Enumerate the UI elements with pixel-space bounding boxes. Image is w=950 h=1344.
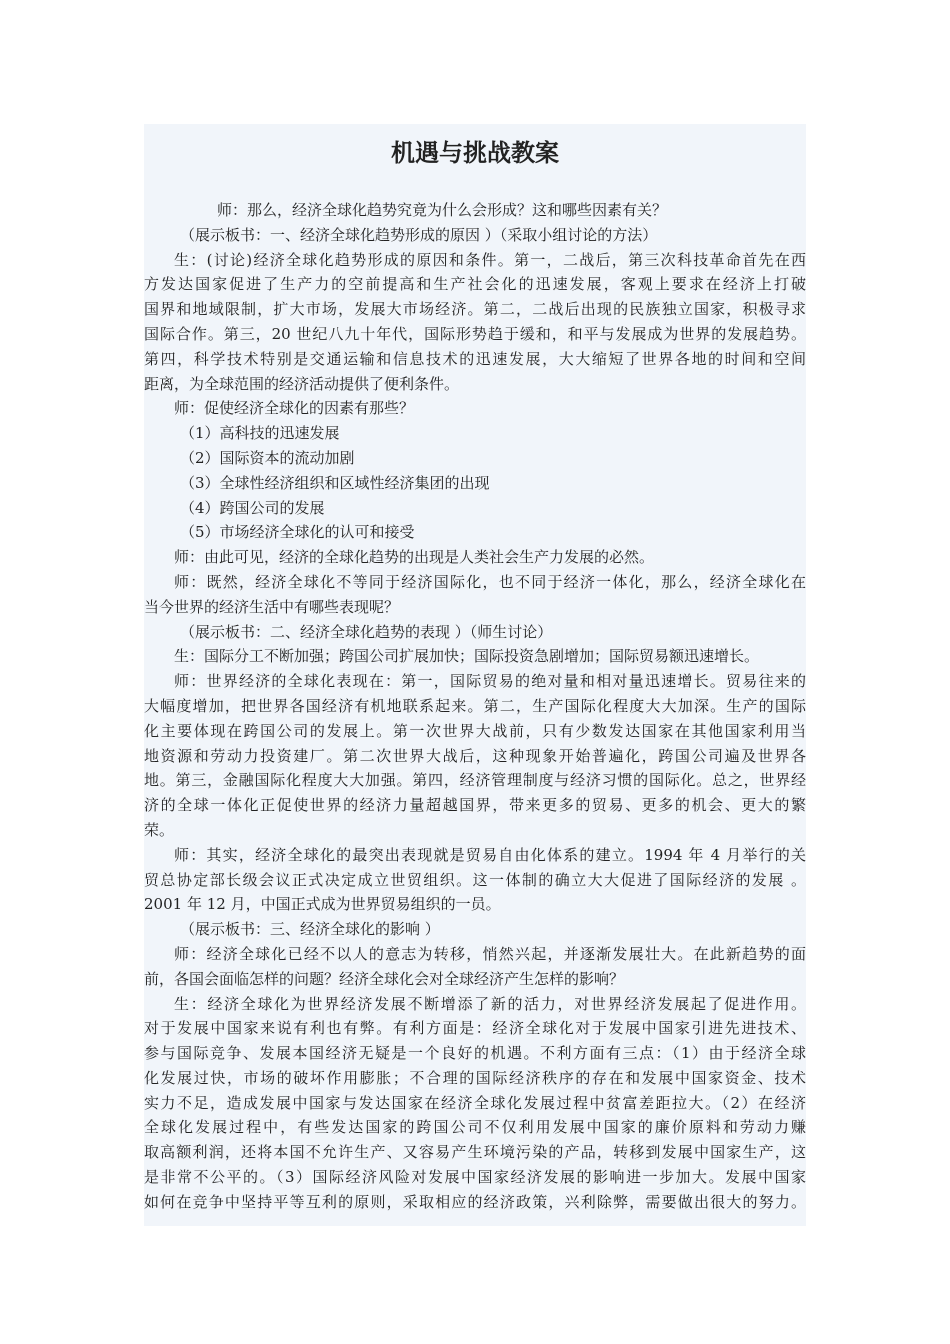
text-line: 师：经济全球化已经不以人的意志为转移，悄然兴起，并逐渐发展壮大。在此新趋势的面 bbox=[174, 944, 806, 963]
text-line: 方发达国家促进了生产力的空前提高和生产社会化的迅速发展，客观上要求在经济上打破 bbox=[144, 275, 806, 294]
text-line: 第四，科学技术特别是交通运输和信息技术的迅速发展，大大缩短了世界各地的时间和空间 bbox=[144, 349, 806, 368]
text-line: 如何在竞争中坚持平等互利的原则，采取相应的经济政策，兴利除弊，需要做出很大的努力。 bbox=[144, 1192, 806, 1211]
text-line: 实力不足，造成发展中国家与发达国家在经济全球化发展过程中贫富差距拉大。（2）在经济 bbox=[144, 1093, 806, 1112]
text-line: （展示板书：三、经济全球化的影响 ） bbox=[180, 920, 440, 939]
text-line: 师：那么，经济全球化趋势究竟为什么会形成？这和哪些因素有关？ bbox=[217, 201, 668, 219]
text-line: 2001 年 12 月，中国正式成为世界贸易组织的一员。 bbox=[144, 895, 501, 914]
text-line: 前，各国会面临怎样的问题？经济全球化会对全球经济产生怎样的影响？ bbox=[144, 969, 625, 988]
text-line: （2）国际资本的流动加剧 bbox=[180, 448, 355, 467]
text-line: （5）市场经济全球化的认可和接受 bbox=[180, 523, 415, 542]
text-line: 化主要体现在跨国公司的发展上。第一次世界大战前，只有少数发达国家在其他国家利用当 bbox=[144, 721, 806, 740]
document-title: 机遇与挑战教案 bbox=[391, 139, 559, 167]
text-line: 距离，为全球范围的经济活动提供了便利条件。 bbox=[144, 374, 460, 393]
text-line: （3）全球性经济组织和区域性经济集团的出现 bbox=[180, 473, 490, 492]
document-body bbox=[144, 198, 806, 1215]
text-line: 贸总协定部长级会议正式决定成立世贸组织。这一体制的确立大大促进了国际经济的发展 。 bbox=[144, 870, 806, 889]
text-line: 师：既然，经济全球化不等同于经济国际化，也不同于经济一体化，那么，经济全球化在 bbox=[174, 572, 806, 591]
text-line: 地。第三，金融国际化程度大大加强。第四，经济管理制度与经济习惯的国际化。总之，世界经 bbox=[144, 771, 806, 790]
text-line: 大幅度增加，把世界各国经济有机地联系起来。第二，生产国际化程度大大加深。生产的国际 bbox=[144, 696, 806, 715]
text-line: 师：促使经济全球化的因素有那些？ bbox=[174, 399, 415, 418]
text-line: 师：世界经济的全球化表现在：第一，国际贸易的绝对量和相对量迅速增长。贸易往来的 bbox=[174, 672, 806, 691]
text-line: 化发展过快，市场的破坏作用膨胀；不合理的国际经济秩序的存在和发展中国家资金、技术 bbox=[144, 1068, 806, 1087]
text-line: （展示板书：二、经济全球化趋势的表现 ）（师生讨论） bbox=[180, 622, 553, 641]
text-line: 生：国际分工不断加强；跨国公司扩展加快；国际投资急剧增加；国际贸易额迅速增长。 bbox=[174, 647, 760, 666]
text-line: 国际合作。第三，20 世纪八九十年代，国际形势趋于缓和，和平与发展成为世界的发展趋势。 bbox=[144, 324, 806, 343]
text-line: 生：经济全球化为世界经济发展不断增添了新的活力，对世界经济发展起了促进作用。 bbox=[174, 994, 806, 1013]
text-line: 是非常不公平的。（3）国际经济风险对发展中国家经济发展的影响进一步加大。发展中国家 bbox=[144, 1168, 806, 1187]
text-line: 师：由此可见，经济的全球化趋势的出现是人类社会生产力发展的必然。 bbox=[174, 548, 655, 567]
text-line: 荣。 bbox=[144, 820, 175, 839]
text-line: 当今世界的经济生活中有哪些表现呢？ bbox=[144, 597, 400, 616]
text-line: （1）高科技的迅速发展 bbox=[180, 424, 340, 443]
text-line: 全球化发展过程中，有些发达国家的跨国公司不仅利用发展中国家的廉价原料和劳动力赚 bbox=[144, 1118, 806, 1137]
text-line: 地资源和劳动力投资建厂。第二次世界大战后，这种现象开始普遍化，跨国公司遍及世界各 bbox=[144, 746, 806, 765]
text-line: 取高额利润，还将本国不允许生产、又容易产生环境污染的产品，转移到发展中国家生产，这 bbox=[144, 1143, 806, 1162]
text-line: 济的全球一体化正促使世界的经济力量超越国界，带来更多的贸易、更多的机会、更大的繁 bbox=[144, 796, 806, 815]
text-line: 国界和地域限制，扩大市场，发展大市场经济。第二，二战后出现的民族独立国家，积极寻求 bbox=[144, 300, 806, 319]
text-line: 生：(讨论)经济全球化趋势形成的原因和条件。第一，二战后，第三次科技革命首先在西 bbox=[174, 250, 806, 269]
text-line: 对于发展中国家来说有利也有弊。有利方面是：经济全球化对于发展中国家引进先进技术、 bbox=[144, 1019, 806, 1038]
text-line: 参与国际竞争、发展本国经济无疑是一个良好的机遇。不利方面有三点：（1）由于经济全球 bbox=[144, 1044, 806, 1063]
text-line: （展示板书：一、经济全球化趋势形成的原因 ）（采取小组讨论的方法） bbox=[180, 225, 658, 244]
text-line: （4）跨国公司的发展 bbox=[180, 498, 325, 517]
text-line: 师：其实，经济全球化的最突出表现就是贸易自由化体系的建立。1994 年 4 月举行的关 bbox=[174, 845, 806, 864]
